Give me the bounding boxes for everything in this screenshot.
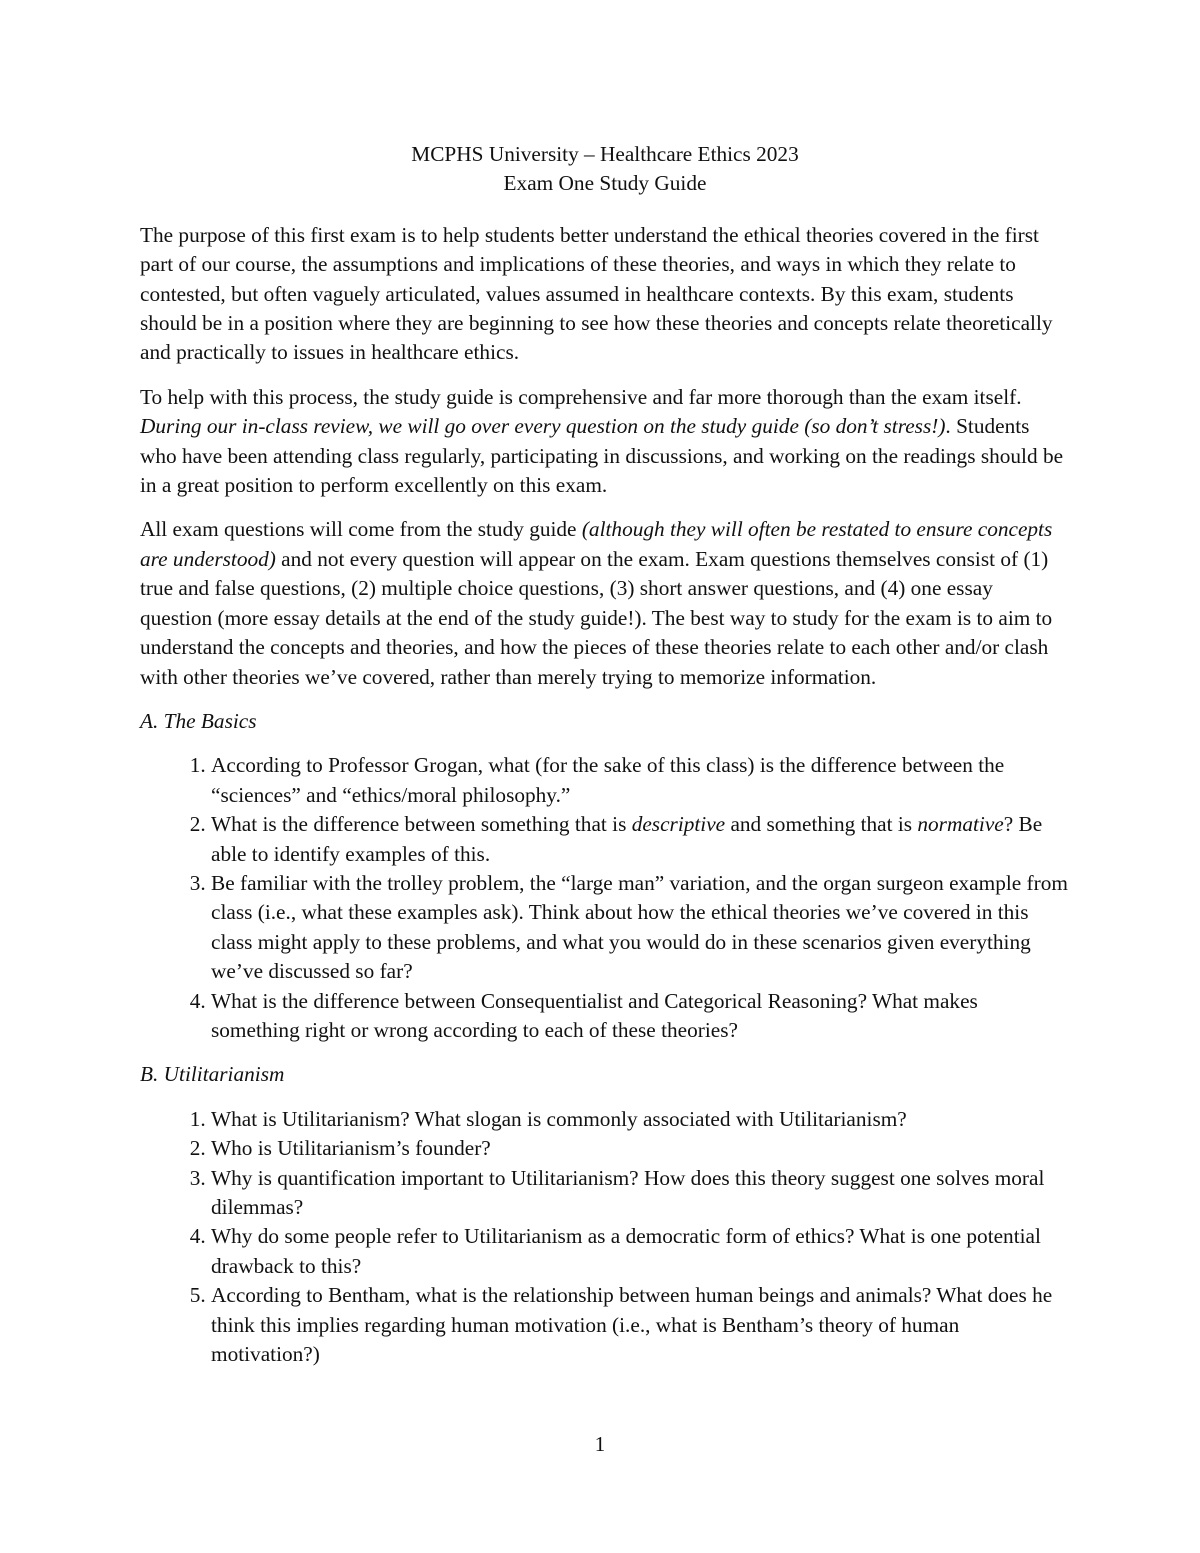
question-b5: 5. According to Bentham, what is the relationship between human beings and animals? What does he think this implies regarding human motivation (i.e., what is Bentham’s theory of human motivation?)	[211, 1281, 1070, 1369]
intro-p2-italic: During our in-class review, we will go over every question on the study guide (so don’t stress!)	[140, 414, 946, 439]
intro-paragraph-3	[140, 515, 1070, 691]
question-a4: 4. What is the difference between Consequentialist and Categorical Reasoning? What makes something right or wrong according to each of these theories?	[211, 987, 1070, 1046]
question-a2-text-a: What is the difference between something that is	[211, 812, 632, 837]
question-b3: 3. Why is quantification important to Utilitarianism? How does this theory suggest one solves moral dilemmas?	[211, 1164, 1070, 1223]
question-a2-italic-descriptive: descriptive	[631, 812, 726, 837]
section-b-question-list	[140, 1105, 1070, 1370]
page-number: 1	[594, 1432, 606, 1456]
question-b4: 4. Why do some people refer to Utilitarianism as a democratic form of ethics? What is one potential drawback to this?	[211, 1222, 1070, 1281]
intro-p3-italic: (although they will often be restated to ensure concepts are understood)	[140, 517, 1053, 571]
question-b2: 2. Who is Utilitarianism’s founder?	[211, 1134, 1070, 1163]
document-subtitle: Exam One Study Guide	[503, 171, 707, 196]
section-b-heading: B. Utilitarianism	[140, 1062, 285, 1087]
question-a2	[211, 810, 1070, 869]
intro-paragraph-1: The purpose of this first exam is to help students better understand the ethical theories covered in the first part of our course, the assumptions and implications of these theories, and ways in which they relate to contested, but often vaguely articulated, values assumed in healthcare contexts. By this exam, students should be in a position where they are beginning to see how these theories and concepts relate theoretically and practically to issues in healthcare ethics.	[140, 222, 1053, 365]
intro-p3-text-b: and not every question will appear on the exam. Exam questions themselves consist of (1) true and false questions, (2) multiple choice questions, (3) short answer questions, and (4) one essay question (more essay details at the end of the study guide!). The best way to study for the exam is to aim to understand the concepts and theories, and how the pieces of these theories relate to each other and/or clash with other theories we’ve covered, rather than merely trying to memorize information.	[140, 546, 1053, 689]
intro-paragraph-2	[140, 383, 1070, 501]
question-b1: 1. What is Utilitarianism? What slogan is commonly associated with Utilitarianism?	[211, 1105, 1070, 1134]
question-a2-text-b: and something that is	[725, 812, 918, 837]
intro-p2-text-a: To help with this process, the study guide is comprehensive and far more thorough than the exam itself.	[140, 384, 1022, 409]
intro-p3-text-a: All exam questions will come from the study guide	[140, 517, 582, 542]
question-a2-text-c: ? Be able to identify examples of this.	[211, 812, 1043, 866]
question-a3: 3. Be familiar with the trolley problem, the “large man” variation, and the organ surgeon example from class (i.e., what these examples ask). Think about how the ethical theories we’ve covered in this class might apply to these problems, and what you would do in these scenarios given everything we’ve discussed so far?	[211, 869, 1070, 987]
section-a-heading: A. The Basics	[140, 708, 257, 733]
title-block	[140, 140, 1070, 199]
page-content	[140, 140, 1070, 1384]
section-a-question-list	[140, 751, 1070, 1045]
intro-p2-text-b: . Students who have been attending class regularly, participating in discussions, and working on the readings should be in a great position to perform excellently on this exam.	[140, 414, 1064, 498]
question-a2-italic-normative: normative	[917, 812, 1004, 837]
question-a1: 1. According to Professor Grogan, what (for the sake of this class) is the difference between the “sciences” and “ethics/moral philosophy.”	[211, 751, 1070, 810]
document-title: MCPHS University – Healthcare Ethics 2023	[411, 142, 799, 166]
